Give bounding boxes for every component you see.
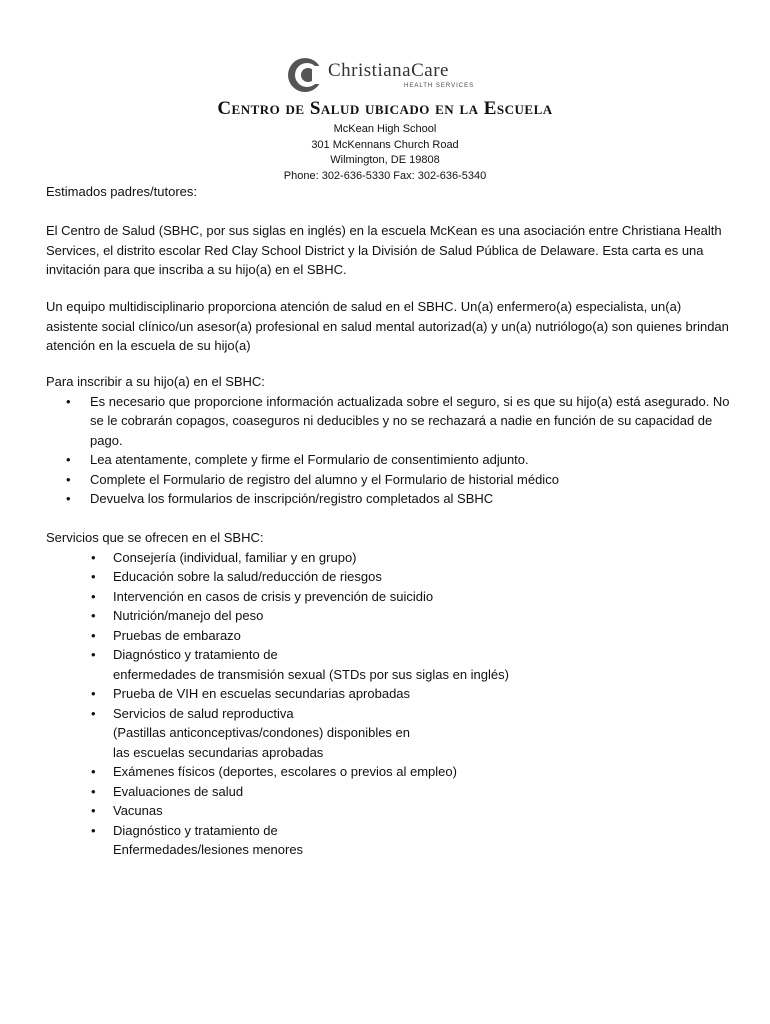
list-item: • Evaluaciones de salud: [46, 782, 736, 802]
enroll-heading: Para inscribir a su hijo(a) en el SBHC:: [46, 374, 265, 389]
list-item: • Lea atentamente, complete y firme el Formulario de consentimiento adjunto.: [46, 450, 736, 470]
address-line-phone: Phone: 302-636-5330 Fax: 302-636-5340: [283, 169, 487, 182]
logo-text: ChristianaCare: [328, 60, 449, 81]
list-item: • Intervención en casos de crisis y prevención de suicidio: [46, 587, 736, 607]
address-line-city: Wilmington, DE 19808: [330, 154, 440, 166]
intro-paragraph: El Centro de Salud (SBHC, por sus siglas en inglés) en la escuela McKean es una asociación entre Christiana Health Services, el distrito escolar Red Clay School District y la División de Salud Pública de Delaware. Esta carta es una invitación para que inscriba a su hijo(a) en el SBHC.: [46, 223, 722, 277]
team-paragraph: Un equipo multidisciplinario proporciona atención de salud en el SBHC. Un(a) enfermero(a) especialista, un(a) asistente social clínico/un asesor(a) profesional en salud mental autorizad(a) y un(a) nutriólogo(a) son quienes brindan atención en la escuela de su hijo(a): [46, 299, 729, 353]
list-item: • Pruebas de embarazo: [46, 626, 736, 646]
page-title: Centro de Salud ubicado en la Escuela: [217, 98, 553, 119]
address-line-street: 301 McKennans Church Road: [311, 138, 459, 151]
list-item: • Servicios de salud reproductiva (Pastillas anticonceptivas/condones) disponibles en las escuelas secundarias aprobadas: [46, 704, 736, 763]
services-heading: Servicios que se ofrecen en el SBHC:: [46, 530, 264, 545]
list-item: • Exámenes físicos (deportes, escolares o previos al empleo): [46, 762, 736, 782]
school-address: [0, 122, 770, 184]
address-line-school: McKean High School: [333, 123, 437, 135]
list-item: • Nutrición/manejo del peso: [46, 606, 736, 626]
logo-subtext: HEALTH SERVICES: [404, 83, 475, 89]
list-item: • Consejería (individual, familiar y en grupo): [46, 548, 736, 568]
christianacare-logo-icon: [286, 56, 324, 94]
list-item: • Vacunas: [46, 801, 736, 821]
list-item: • Es necesario que proporcione información actualizada sobre el seguro, si es que su hijo(a) está asegurado. No se le cobrarán copagos, coaseguros ni deducibles y no se rechazará a nadie en función de su capacidad de pago.: [46, 392, 736, 451]
enroll-list: [46, 392, 736, 509]
services-section: [46, 528, 736, 860]
christianacare-logo: [286, 56, 486, 94]
list-item: • Devuelva los formularios de inscripción/registro completados al SBHC: [46, 489, 736, 509]
list-item: • Diagnóstico y tratamiento de Enfermedades/lesiones menores: [46, 821, 736, 860]
services-list: [46, 548, 736, 860]
enroll-section: [46, 372, 736, 509]
list-item: • Diagnóstico y tratamiento de enfermedades de transmisión sexual (STDs por sus siglas en inglés): [46, 645, 736, 684]
list-item: • Complete el Formulario de registro del alumno y el Formulario de historial médico: [46, 470, 736, 490]
list-item: • Educación sobre la salud/reducción de riesgos: [46, 567, 736, 587]
list-item: • Prueba de VIH en escuelas secundarias aprobadas: [46, 684, 736, 704]
greeting: Estimados padres/tutores:: [46, 184, 198, 199]
